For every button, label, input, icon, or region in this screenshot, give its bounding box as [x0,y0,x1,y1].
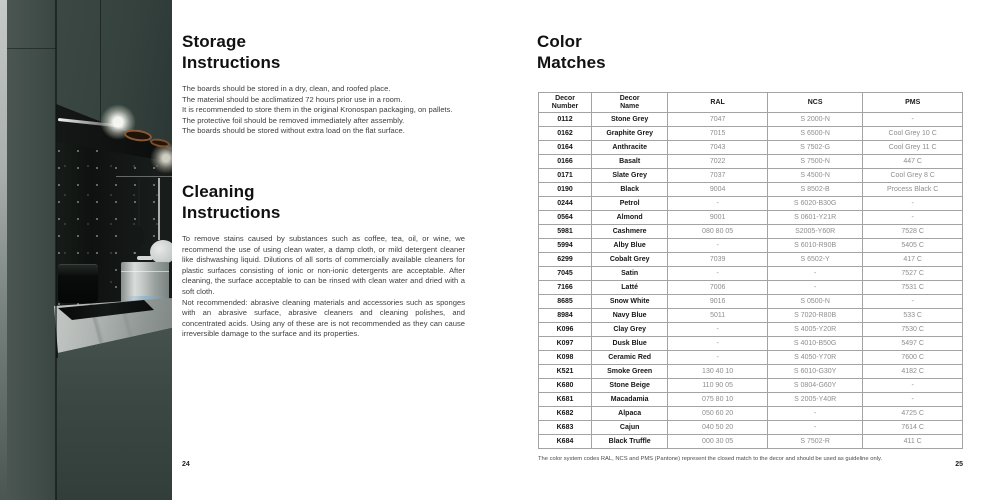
decor-number-cell: 0166 [539,155,592,169]
decor-number-cell: K683 [539,421,592,435]
decor-number-cell: K096 [539,323,592,337]
ral-cell: 7039 [668,253,768,267]
ncs-cell: S 0601-Y21R [767,211,862,225]
ral-cell: 9016 [668,295,768,309]
table-row [539,155,963,169]
ral-cell: 110 90 05 [668,379,768,393]
table-row [539,323,963,337]
decor-name-cell: Clay Grey [592,323,668,337]
ral-cell: 9001 [668,211,768,225]
table-row [539,365,963,379]
decor-number-cell: K684 [539,435,592,449]
storage-line: The material should be acclimatized 72 hours prior use in a room. [182,94,403,104]
color-title-line2: Matches [537,53,606,72]
header-decor-name: Decor Name [592,93,668,113]
decor-number-cell: 0112 [539,113,592,127]
table-row [539,127,963,141]
ral-cell: - [668,351,768,365]
decor-name-cell: Dusk Blue [592,337,668,351]
storage-title-line2: Instructions [182,53,281,72]
table-row [539,393,963,407]
hanging-utensil [138,178,140,230]
ncs-cell: S 4010-B50G [767,337,862,351]
ral-cell: 000 30 05 [668,435,768,449]
header-pms: PMS [863,93,963,113]
pms-cell: 4182 C [863,365,963,379]
pot-lid-seam [121,271,169,272]
pms-cell: 5497 C [863,337,963,351]
utensil-rail [116,176,172,177]
pms-cell: 7528 C [863,225,963,239]
ral-cell: 9004 [668,183,768,197]
decor-number-cell: K682 [539,407,592,421]
ral-cell: 7043 [668,141,768,155]
pms-cell: 417 C [863,253,963,267]
decor-number-cell: K098 [539,351,592,365]
storage-line: The boards should be stored without extra load on the flat surface. [182,126,405,136]
pms-cell: - [863,197,963,211]
table-row [539,295,963,309]
decor-number-cell: K681 [539,393,592,407]
cabinet-seam [7,48,56,49]
ral-cell: 7015 [668,127,768,141]
hanging-utensil [158,178,160,240]
ncs-cell: S 7502-G [767,141,862,155]
decor-number-cell: K521 [539,365,592,379]
storage-instructions [182,84,482,137]
pms-cell: - [863,295,963,309]
table-row [539,239,963,253]
ncs-cell: S 7502-R [767,435,862,449]
cabinet-seam [55,0,57,500]
ncs-cell: S 7500-N [767,155,862,169]
cleaning-paragraph: Not recommended: abrasive cleaning materials and accessories such as sponges with an abrasive surface, abrasive cleaners and cleaning polishes, and concentrated acids. Using any of these are is not recommended as they can cause irreversible damage to the surface and its properties. [182,297,465,339]
ncs-cell: - [767,421,862,435]
ncs-cell: S 6500-N [767,127,862,141]
white-spatula [150,240,172,264]
decor-number-cell: 6299 [539,253,592,267]
ral-cell: 075 80 10 [668,393,768,407]
pms-cell: - [863,113,963,127]
decor-name-cell: Cashmere [592,225,668,239]
ral-cell: 050 60 20 [668,407,768,421]
ncs-cell: S 4005-Y20R [767,323,862,337]
ncs-cell: S 8502-B [767,183,862,197]
table-row [539,421,963,435]
table-row [539,351,963,365]
table-row [539,169,963,183]
decor-name-cell: Stone Grey [592,113,668,127]
decor-number-cell: 7166 [539,281,592,295]
decor-number-cell: 0244 [539,197,592,211]
ral-cell: 130 40 10 [668,365,768,379]
storage-title [182,31,281,73]
decor-name-cell: Graphite Grey [592,127,668,141]
table-row [539,113,963,127]
decor-name-cell: Alby Blue [592,239,668,253]
pms-cell: - [863,393,963,407]
cleaning-instructions [182,234,465,340]
decor-number-cell: 8685 [539,295,592,309]
decor-number-cell: 8984 [539,309,592,323]
ncs-cell: S 6020-B30G [767,197,862,211]
decor-number-cell: K097 [539,337,592,351]
storage-line: It is recommended to store them in the original Kronospan packaging, on pallets. [182,105,453,115]
color-title-line1: Color [537,32,582,51]
decor-name-cell: Navy Blue [592,309,668,323]
table-header-row [539,93,963,113]
decor-number-cell: 0171 [539,169,592,183]
decor-name-cell: Macadamia [592,393,668,407]
pms-cell: 7531 C [863,281,963,295]
hanging-utensil [146,178,148,240]
decor-name-cell: Ceramic Red [592,351,668,365]
storage-line: The protective foil should be removed immediately after assembly. [182,115,405,125]
ral-cell: 7047 [668,113,768,127]
table-row [539,141,963,155]
ncs-cell: S 7020-R80B [767,309,862,323]
header-ncs: NCS [767,93,862,113]
decor-number-cell: 5981 [539,225,592,239]
ncs-cell: S2005-Y60R [767,225,862,239]
decor-name-cell: Basalt [592,155,668,169]
table-row [539,197,963,211]
cleaning-title-line1: Cleaning [182,182,255,201]
pot-lid-knob [137,256,153,260]
ral-cell: 080 80 05 [668,225,768,239]
ncs-cell: S 6502-Y [767,253,862,267]
pms-cell: Process Black C [863,183,963,197]
ral-cell: 7022 [668,155,768,169]
decor-number-cell: 7045 [539,267,592,281]
decor-name-cell: Alpaca [592,407,668,421]
pms-cell: 533 C [863,309,963,323]
pms-cell: 411 C [863,435,963,449]
table-row [539,309,963,323]
cleaning-title-line2: Instructions [182,203,281,222]
ncs-cell: - [767,281,862,295]
ral-cell: - [668,239,768,253]
pms-cell: 4725 C [863,407,963,421]
ncs-cell: S 0804-G60Y [767,379,862,393]
pms-cell: Cool Grey 8 C [863,169,963,183]
ncs-cell: S 2000-N [767,113,862,127]
pms-cell: 7600 C [863,351,963,365]
cleaning-paragraph: To remove stains caused by substances such as coffee, tea, oil, or wine, we recommend the use of using clean water, a damp cloth, or mild detergent cleaner like dishwashing liquid. Dilutions of all sorts of commercially available cleaners for plastic surfaces consisting of ionic or non-ionic detergents are acceptable. After cleaning, the surface acceptable to can be rinsed with clean water and dried with a soft cloth. [182,234,465,296]
ncs-cell: S 6010-G30Y [767,365,862,379]
ncs-cell: - [767,407,862,421]
decor-name-cell: Latté [592,281,668,295]
ral-cell: 5011 [668,309,768,323]
decor-number-cell: 0190 [539,183,592,197]
header-decor-number: Decor Number [539,93,592,113]
table-row [539,337,963,351]
decor-name-cell: Cobalt Grey [592,253,668,267]
ral-cell: 040 50 20 [668,421,768,435]
wall-edge-highlight [0,0,7,500]
header-ral: RAL [668,93,768,113]
decor-name-cell: Cajun [592,421,668,435]
table-row [539,281,963,295]
page-number-right: 25 [955,461,963,468]
ral-cell: - [668,267,768,281]
decor-number-cell: 0564 [539,211,592,225]
decor-number-cell: K680 [539,379,592,393]
pms-cell: 5405 C [863,239,963,253]
black-pot [58,264,98,303]
table-row [539,225,963,239]
page-number-left: 24 [182,461,190,468]
kitchen-photo [0,0,172,500]
decor-name-cell: Slate Grey [592,169,668,183]
cleaning-title [182,181,281,223]
ncs-cell: - [767,267,862,281]
storage-line: The boards should be stored in a dry, clean, and roofed place. [182,84,391,93]
table-row [539,253,963,267]
decor-name-cell: Satin [592,267,668,281]
ncs-cell: S 4500-N [767,169,862,183]
table-row [539,267,963,281]
ncs-cell: S 2005-Y40R [767,393,862,407]
pms-cell: 7527 C [863,267,963,281]
decor-name-cell: Black Truffle [592,435,668,449]
decor-name-cell: Black [592,183,668,197]
pms-cell: 7530 C [863,323,963,337]
table-row [539,407,963,421]
decor-name-cell: Petrol [592,197,668,211]
color-matches-table [538,92,963,449]
color-matches-title [537,31,606,73]
hanging-utensil [132,226,144,248]
pms-cell: - [863,379,963,393]
decor-name-cell: Smoke Green [592,365,668,379]
table-row [539,211,963,225]
ral-cell: - [668,197,768,211]
pms-cell: 447 C [863,155,963,169]
ral-cell: - [668,337,768,351]
decor-name-cell: Almond [592,211,668,225]
decor-name-cell: Stone Beige [592,379,668,393]
ral-cell: - [668,323,768,337]
ncs-cell: S 6010-R90B [767,239,862,253]
ral-cell: 7037 [668,169,768,183]
decor-number-cell: 5994 [539,239,592,253]
pms-cell: 7614 C [863,421,963,435]
decor-number-cell: 0164 [539,141,592,155]
table-row [539,379,963,393]
decor-name-cell: Snow White [592,295,668,309]
pms-cell: - [863,211,963,225]
storage-title-line1: Storage [182,32,246,51]
pms-cell: Cool Grey 11 C [863,141,963,155]
pms-cell: Cool Grey 10 C [863,127,963,141]
table-row [539,183,963,197]
ral-cell: 7006 [668,281,768,295]
ncs-cell: S 0500-N [767,295,862,309]
table-row [539,435,963,449]
table-footnote: The color system codes RAL, NCS and PMS (Pantone) represent the closed match to the decor and should be used as guideline only. [538,456,883,462]
ncs-cell: S 4050-Y70R [767,351,862,365]
tall-cabinet-panel [7,0,56,500]
decor-name-cell: Anthracite [592,141,668,155]
decor-number-cell: 0162 [539,127,592,141]
